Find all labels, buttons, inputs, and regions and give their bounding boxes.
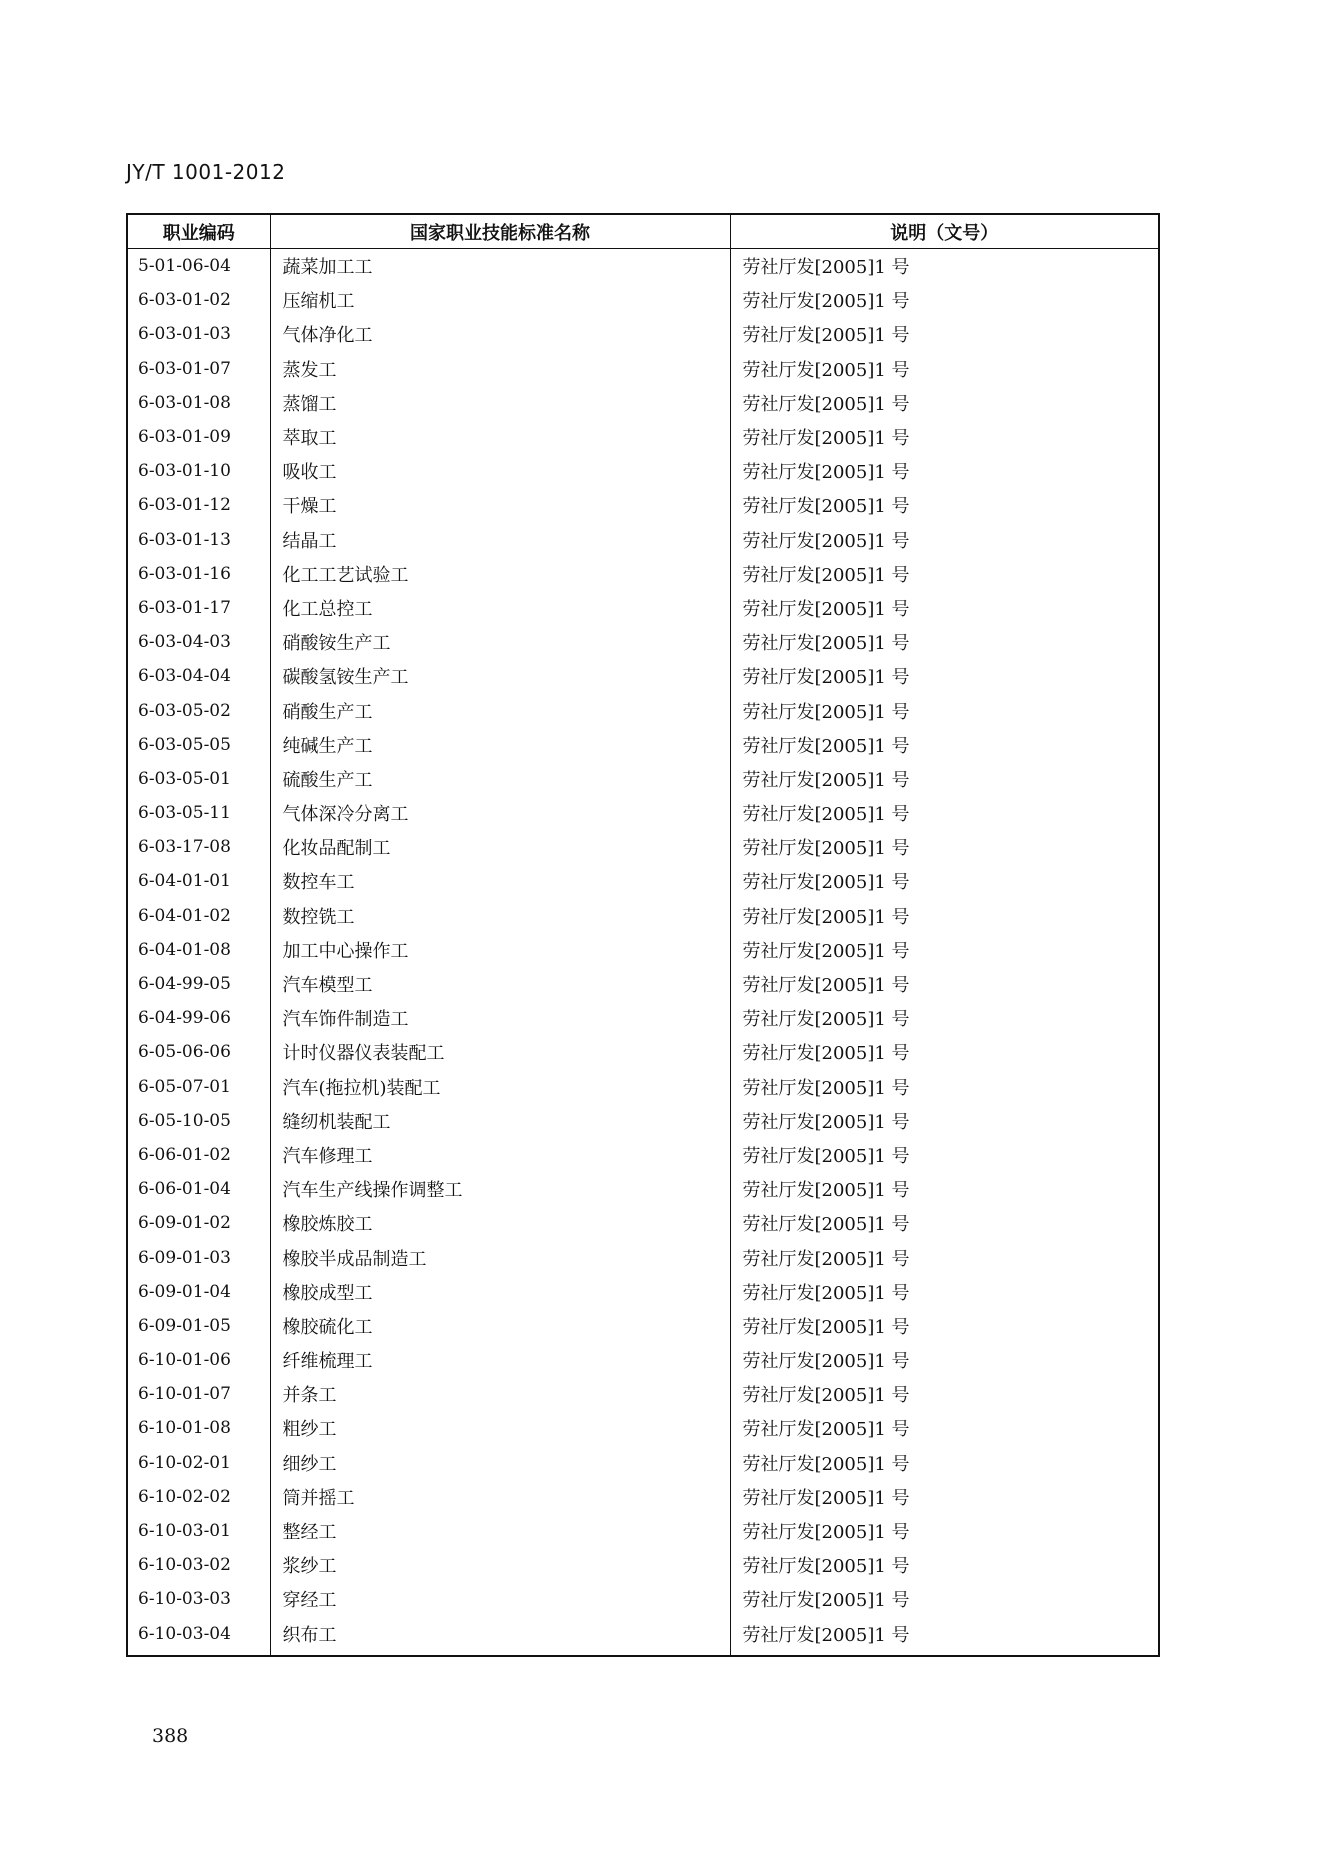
cell-occupation-code: 6-09-01-04 xyxy=(127,1275,270,1309)
cell-standard-name: 数控铣工 xyxy=(270,899,730,933)
cell-occupation-code: 6-06-01-02 xyxy=(127,1138,270,1172)
cell-occupation-code: 6-03-01-03 xyxy=(127,317,270,351)
table-row xyxy=(127,830,1159,864)
page-number: 388 xyxy=(152,1725,189,1747)
cell-document-number: 劳社厅发[2005]1 号 xyxy=(730,796,1159,830)
cell-occupation-code: 6-03-01-17 xyxy=(127,591,270,625)
cell-occupation-code: 6-03-17-08 xyxy=(127,830,270,864)
table-row xyxy=(127,1446,1159,1480)
occupation-table xyxy=(126,213,1160,1657)
standard-code: JY/T 1001-2012 xyxy=(126,160,286,184)
cell-document-number: 劳社厅发[2005]1 号 xyxy=(730,1275,1159,1309)
cell-occupation-code: 6-10-02-01 xyxy=(127,1446,270,1480)
cell-document-number: 劳社厅发[2005]1 号 xyxy=(730,1446,1159,1480)
cell-standard-name: 蒸发工 xyxy=(270,352,730,386)
cell-occupation-code: 6-10-01-08 xyxy=(127,1411,270,1445)
cell-document-number: 劳社厅发[2005]1 号 xyxy=(730,1411,1159,1445)
cell-standard-name: 整经工 xyxy=(270,1514,730,1548)
cell-occupation-code: 6-03-01-13 xyxy=(127,523,270,557)
cell-occupation-code: 6-04-01-02 xyxy=(127,899,270,933)
table-row xyxy=(127,625,1159,659)
cell-standard-name: 纯碱生产工 xyxy=(270,728,730,762)
cell-occupation-code: 6-04-99-05 xyxy=(127,967,270,1001)
cell-standard-name: 计时仪器仪表装配工 xyxy=(270,1035,730,1069)
cell-document-number: 劳社厅发[2005]1 号 xyxy=(730,1172,1159,1206)
table-row xyxy=(127,1240,1159,1274)
table-row xyxy=(127,1206,1159,1240)
cell-occupation-code: 6-03-04-04 xyxy=(127,659,270,693)
cell-document-number: 劳社厅发[2005]1 号 xyxy=(730,352,1159,386)
table-row xyxy=(127,1411,1159,1445)
cell-standard-name: 并条工 xyxy=(270,1377,730,1411)
cell-standard-name: 化工工艺试验工 xyxy=(270,557,730,591)
cell-standard-name: 吸收工 xyxy=(270,454,730,488)
table-row xyxy=(127,933,1159,967)
table-row xyxy=(127,1275,1159,1309)
cell-document-number: 劳社厅发[2005]1 号 xyxy=(730,1582,1159,1616)
cell-document-number: 劳社厅发[2005]1 号 xyxy=(730,591,1159,625)
table-row xyxy=(127,693,1159,727)
cell-occupation-code: 6-10-03-04 xyxy=(127,1617,270,1656)
cell-document-number: 劳社厅发[2005]1 号 xyxy=(730,1035,1159,1069)
cell-document-number: 劳社厅发[2005]1 号 xyxy=(730,420,1159,454)
cell-document-number: 劳社厅发[2005]1 号 xyxy=(730,1001,1159,1035)
cell-standard-name: 气体净化工 xyxy=(270,317,730,351)
cell-standard-name: 蒸馏工 xyxy=(270,386,730,420)
cell-occupation-code: 6-09-01-05 xyxy=(127,1309,270,1343)
cell-occupation-code: 6-03-05-11 xyxy=(127,796,270,830)
column-header-note: 说明（文号） xyxy=(730,214,1159,249)
cell-document-number: 劳社厅发[2005]1 号 xyxy=(730,1514,1159,1548)
cell-occupation-code: 6-03-01-09 xyxy=(127,420,270,454)
cell-standard-name: 橡胶成型工 xyxy=(270,1275,730,1309)
cell-standard-name: 萃取工 xyxy=(270,420,730,454)
cell-document-number: 劳社厅发[2005]1 号 xyxy=(730,283,1159,317)
table-row xyxy=(127,899,1159,933)
cell-occupation-code: 6-04-01-08 xyxy=(127,933,270,967)
cell-standard-name: 汽车生产线操作调整工 xyxy=(270,1172,730,1206)
cell-occupation-code: 6-03-05-05 xyxy=(127,728,270,762)
cell-occupation-code: 6-03-01-16 xyxy=(127,557,270,591)
cell-occupation-code: 6-05-10-05 xyxy=(127,1104,270,1138)
cell-document-number: 劳社厅发[2005]1 号 xyxy=(730,1343,1159,1377)
cell-occupation-code: 6-03-01-10 xyxy=(127,454,270,488)
cell-standard-name: 汽车模型工 xyxy=(270,967,730,1001)
cell-standard-name: 气体深冷分离工 xyxy=(270,796,730,830)
cell-occupation-code: 6-04-99-06 xyxy=(127,1001,270,1035)
table-row xyxy=(127,728,1159,762)
cell-occupation-code: 6-03-05-01 xyxy=(127,762,270,796)
cell-standard-name: 干燥工 xyxy=(270,488,730,522)
cell-standard-name: 橡胶硫化工 xyxy=(270,1309,730,1343)
cell-standard-name: 粗纱工 xyxy=(270,1411,730,1445)
cell-document-number: 劳社厅发[2005]1 号 xyxy=(730,1206,1159,1240)
cell-occupation-code: 6-03-01-12 xyxy=(127,488,270,522)
cell-standard-name: 橡胶半成品制造工 xyxy=(270,1240,730,1274)
cell-document-number: 劳社厅发[2005]1 号 xyxy=(730,454,1159,488)
cell-standard-name: 蔬菜加工工 xyxy=(270,249,730,284)
cell-occupation-code: 6-03-05-02 xyxy=(127,693,270,727)
table-row xyxy=(127,1582,1159,1616)
cell-document-number: 劳社厅发[2005]1 号 xyxy=(730,557,1159,591)
cell-occupation-code: 6-10-01-06 xyxy=(127,1343,270,1377)
table-row xyxy=(127,317,1159,351)
cell-occupation-code: 6-10-03-02 xyxy=(127,1548,270,1582)
cell-document-number: 劳社厅发[2005]1 号 xyxy=(730,1138,1159,1172)
cell-document-number: 劳社厅发[2005]1 号 xyxy=(730,1617,1159,1656)
cell-document-number: 劳社厅发[2005]1 号 xyxy=(730,762,1159,796)
cell-standard-name: 纤维梳理工 xyxy=(270,1343,730,1377)
cell-occupation-code: 6-03-04-03 xyxy=(127,625,270,659)
cell-document-number: 劳社厅发[2005]1 号 xyxy=(730,933,1159,967)
cell-document-number: 劳社厅发[2005]1 号 xyxy=(730,1070,1159,1104)
cell-document-number: 劳社厅发[2005]1 号 xyxy=(730,386,1159,420)
table-row xyxy=(127,1035,1159,1069)
cell-standard-name: 化妆品配制工 xyxy=(270,830,730,864)
cell-document-number: 劳社厅发[2005]1 号 xyxy=(730,488,1159,522)
table-row xyxy=(127,1514,1159,1548)
table-row xyxy=(127,454,1159,488)
cell-standard-name: 穿经工 xyxy=(270,1582,730,1616)
cell-document-number: 劳社厅发[2005]1 号 xyxy=(730,1480,1159,1514)
table-row xyxy=(127,659,1159,693)
table-row xyxy=(127,386,1159,420)
cell-standard-name: 织布工 xyxy=(270,1617,730,1656)
table-row xyxy=(127,1617,1159,1656)
table-row xyxy=(127,796,1159,830)
cell-document-number: 劳社厅发[2005]1 号 xyxy=(730,659,1159,693)
cell-document-number: 劳社厅发[2005]1 号 xyxy=(730,1240,1159,1274)
cell-occupation-code: 5-01-06-04 xyxy=(127,249,270,284)
cell-document-number: 劳社厅发[2005]1 号 xyxy=(730,728,1159,762)
table-row xyxy=(127,420,1159,454)
table-row xyxy=(127,1480,1159,1514)
cell-document-number: 劳社厅发[2005]1 号 xyxy=(730,967,1159,1001)
cell-standard-name: 汽车饰件制造工 xyxy=(270,1001,730,1035)
table-row xyxy=(127,864,1159,898)
cell-standard-name: 汽车(拖拉机)装配工 xyxy=(270,1070,730,1104)
cell-occupation-code: 6-10-03-03 xyxy=(127,1582,270,1616)
cell-standard-name: 橡胶炼胶工 xyxy=(270,1206,730,1240)
table-row xyxy=(127,591,1159,625)
cell-document-number: 劳社厅发[2005]1 号 xyxy=(730,249,1159,284)
cell-standard-name: 结晶工 xyxy=(270,523,730,557)
column-header-standard-name: 国家职业技能标准名称 xyxy=(270,214,730,249)
cell-standard-name: 浆纱工 xyxy=(270,1548,730,1582)
cell-occupation-code: 6-10-01-07 xyxy=(127,1377,270,1411)
table-row xyxy=(127,1309,1159,1343)
table-row xyxy=(127,1548,1159,1582)
cell-document-number: 劳社厅发[2005]1 号 xyxy=(730,1104,1159,1138)
cell-occupation-code: 6-04-01-01 xyxy=(127,864,270,898)
cell-occupation-code: 6-09-01-02 xyxy=(127,1206,270,1240)
table-row xyxy=(127,1070,1159,1104)
cell-occupation-code: 6-05-07-01 xyxy=(127,1070,270,1104)
cell-occupation-code: 6-03-01-07 xyxy=(127,352,270,386)
table-row xyxy=(127,352,1159,386)
cell-document-number: 劳社厅发[2005]1 号 xyxy=(730,864,1159,898)
table-row xyxy=(127,967,1159,1001)
table-row xyxy=(127,523,1159,557)
cell-document-number: 劳社厅发[2005]1 号 xyxy=(730,523,1159,557)
table-row xyxy=(127,1377,1159,1411)
cell-occupation-code: 6-03-01-08 xyxy=(127,386,270,420)
column-header-code: 职业编码 xyxy=(127,214,270,249)
cell-occupation-code: 6-06-01-04 xyxy=(127,1172,270,1206)
cell-standard-name: 压缩机工 xyxy=(270,283,730,317)
table-row xyxy=(127,249,1159,284)
table-row xyxy=(127,557,1159,591)
cell-occupation-code: 6-03-01-02 xyxy=(127,283,270,317)
cell-standard-name: 碳酸氢铵生产工 xyxy=(270,659,730,693)
cell-document-number: 劳社厅发[2005]1 号 xyxy=(730,1309,1159,1343)
table-row xyxy=(127,488,1159,522)
cell-occupation-code: 6-05-06-06 xyxy=(127,1035,270,1069)
cell-standard-name: 加工中心操作工 xyxy=(270,933,730,967)
table-row xyxy=(127,1104,1159,1138)
cell-standard-name: 汽车修理工 xyxy=(270,1138,730,1172)
cell-document-number: 劳社厅发[2005]1 号 xyxy=(730,899,1159,933)
cell-occupation-code: 6-09-01-03 xyxy=(127,1240,270,1274)
cell-document-number: 劳社厅发[2005]1 号 xyxy=(730,317,1159,351)
cell-standard-name: 硫酸生产工 xyxy=(270,762,730,796)
cell-document-number: 劳社厅发[2005]1 号 xyxy=(730,1377,1159,1411)
cell-document-number: 劳社厅发[2005]1 号 xyxy=(730,693,1159,727)
cell-standard-name: 细纱工 xyxy=(270,1446,730,1480)
cell-standard-name: 硝酸生产工 xyxy=(270,693,730,727)
table-row xyxy=(127,1343,1159,1377)
table-header-row xyxy=(127,214,1159,249)
cell-standard-name: 数控车工 xyxy=(270,864,730,898)
cell-standard-name: 化工总控工 xyxy=(270,591,730,625)
cell-occupation-code: 6-10-03-01 xyxy=(127,1514,270,1548)
table-row xyxy=(127,762,1159,796)
table-row xyxy=(127,283,1159,317)
table-row xyxy=(127,1001,1159,1035)
table-row xyxy=(127,1138,1159,1172)
cell-document-number: 劳社厅发[2005]1 号 xyxy=(730,1548,1159,1582)
cell-standard-name: 缝纫机装配工 xyxy=(270,1104,730,1138)
cell-document-number: 劳社厅发[2005]1 号 xyxy=(730,625,1159,659)
cell-occupation-code: 6-10-02-02 xyxy=(127,1480,270,1514)
cell-standard-name: 硝酸铵生产工 xyxy=(270,625,730,659)
cell-standard-name: 筒并摇工 xyxy=(270,1480,730,1514)
table-row xyxy=(127,1172,1159,1206)
cell-document-number: 劳社厅发[2005]1 号 xyxy=(730,830,1159,864)
